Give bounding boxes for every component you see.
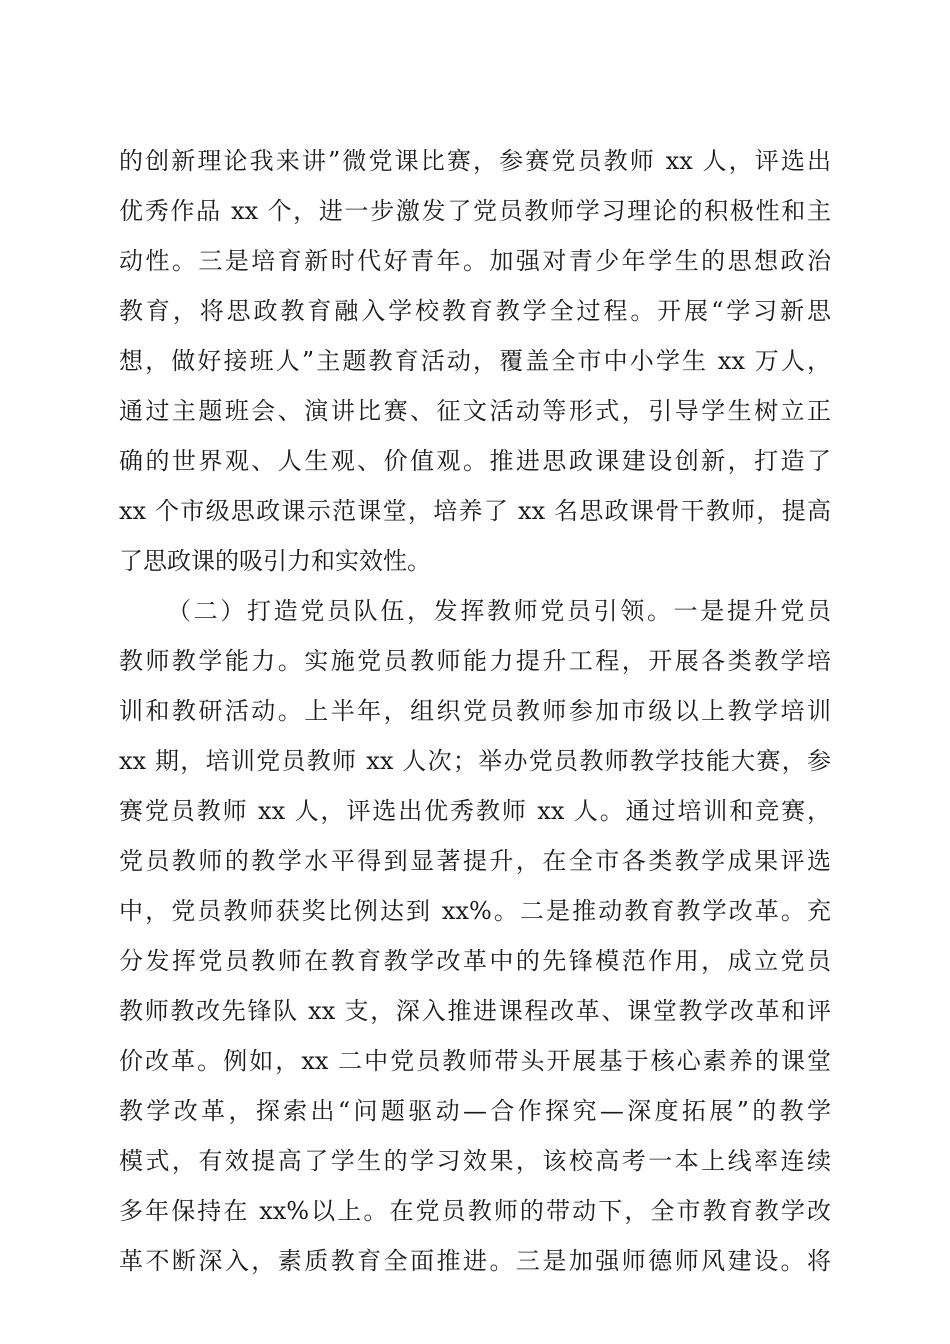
text-line: 教育，将思政教育融入学校教育教学全过程。开展“学习新思	[119, 297, 831, 325]
text-line: 中，党员教师获奖比例达到 xx%。二是推动教育教学改革。充	[119, 897, 831, 925]
text-line: 价改革。例如，xx 二中党员教师带头开展基于核心素养的课堂	[119, 1047, 831, 1075]
text-line: 想，做好接班人”主题教育活动，覆盖全市中小学生 xx 万人，	[119, 347, 831, 375]
text-line: 多年保持在 xx%以上。在党员教师的带动下，全市教育教学改	[119, 1197, 831, 1225]
text-line: 了思政课的吸引力和实效性。	[119, 547, 431, 575]
text-line: 训和教研活动。上半年，组织党员教师参加市级以上教学培训	[119, 697, 831, 725]
text-line: 模式，有效提高了学生的学习效果，该校高考一本上线率连续	[119, 1147, 831, 1175]
text-line: 动性。三是培育新时代好青年。加强对青少年学生的思想政治	[119, 247, 831, 275]
text-line: 革不断深入，素质教育全面推进。三是加强师德师风建设。将	[119, 1247, 831, 1275]
text-line: xx 期，培训党员教师 xx 人次；举办党员教师教学技能大赛，参	[119, 747, 831, 775]
section-heading-line: （二）打造党员队伍，发挥教师党员引领。一是提升党员	[167, 597, 831, 625]
text-line: 优秀作品 xx 个，进一步激发了党员教师学习理论的积极性和主	[119, 197, 831, 225]
text-line: 教师教改先锋队 xx 支，深入推进课程改革、课堂教学改革和评	[119, 997, 831, 1025]
text-line: xx 个市级思政课示范课堂，培养了 xx 名思政课骨干教师，提高	[119, 497, 831, 525]
text-line: 党员教师的教学水平得到显著提升，在全市各类教学成果评选	[119, 847, 831, 875]
text-line: 确的世界观、人生观、价值观。推进思政课建设创新，打造了	[119, 447, 831, 475]
text-line: 分发挥党员教师在教育教学改革中的先锋模范作用，成立党员	[119, 947, 831, 975]
text-line: 赛党员教师 xx 人，评选出优秀教师 xx 人。通过培训和竞赛，	[119, 797, 831, 825]
text-line: 的创新理论我来讲”微党课比赛，参赛党员教师 xx 人，评选出	[119, 147, 831, 175]
text-line: 教学改革，探索出“问题驱动—合作探究—深度拓展”的教学	[119, 1097, 831, 1125]
text-line: 教师教学能力。实施党员教师能力提升工程，开展各类教学培	[119, 647, 831, 675]
text-line: 通过主题班会、演讲比赛、征文活动等形式，引导学生树立正	[119, 397, 831, 425]
